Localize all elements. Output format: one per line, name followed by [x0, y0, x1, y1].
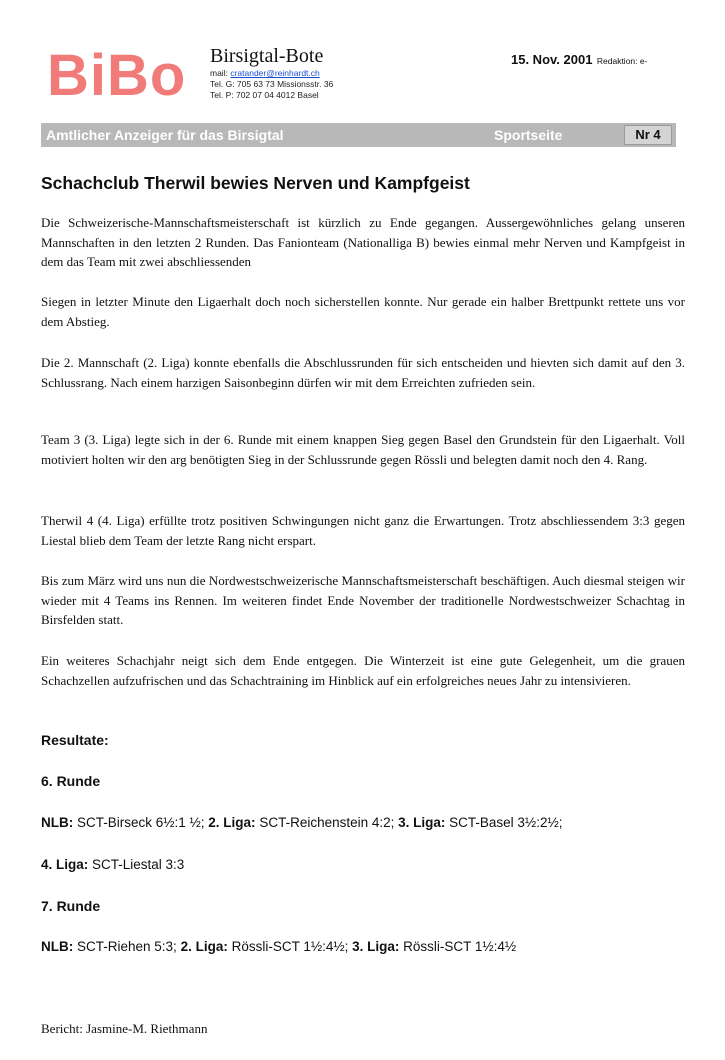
- round-6-title: 6. Runde: [41, 773, 101, 789]
- match-result: SCT-Basel 3½:2½;: [445, 815, 563, 830]
- match-result: SCT-Reichenstein 4:2;: [255, 815, 399, 830]
- article-paragraph: Die 2. Mannschaft (2. Liga) konnte ebenfalls die Abschlussrunden für sich entscheiden und hievten sich damit auf den 3. Schlussrang. Nach einem harzigen Saisonbeginn dürfen wir mit dem Erreichten zufrieden sein.: [41, 355, 685, 390]
- league-label: NLB:: [41, 815, 74, 830]
- match-result: SCT-Liestal 3:3: [88, 857, 185, 872]
- banner-title: Amtlicher Anzeiger für das Birsigtal: [46, 127, 284, 143]
- mail-link[interactable]: cratander@reinhardt.ch: [230, 68, 320, 78]
- tel-p-line: Tel. P: 702 07 04 4012 Basel: [210, 90, 319, 100]
- article-headline: Schachclub Therwil bewies Nerven und Kampfgeist: [41, 173, 470, 193]
- match-result: SCT-Riehen 5:3;: [73, 939, 181, 954]
- article-paragraph: Ein weiteres Schachjahr neigt sich dem Ende entgegen. Die Winterzeit ist eine gute Gelegenheit, um die grauen Schachzellen aufzufrischen und das Schachtraining im Hinblick auf ein erfolgreiches neues Jahr zu intensivieren.: [41, 653, 685, 688]
- redaktion-label: Redaktion: e-: [596, 56, 648, 66]
- round-6-line-2: [41, 857, 184, 872]
- mail-line: [210, 68, 470, 79]
- issue-number: Nr 4: [624, 125, 672, 145]
- article-paragraph: Team 3 (3. Liga) legte sich in der 6. Runde mit einem knappen Sieg gegen Basel den Grundstein für den Ligaerhalt. Voll motiviert holten wir den arg benötigten Sieg in der Schlussrunde gegen Rössli und belegten damit noch den 4. Rang.: [41, 432, 685, 467]
- results-heading: Resultate:: [41, 732, 109, 748]
- article-paragraph: Die Schweizerische-Mannschaftsmeisterschaft ist kürzlich zu Ende gegangen. Aussergewöhnliches gelang unseren Mannschaften in den letzten 2 Runden. Das Fanionteam (Nationalliga B) bewies einmal mehr Nerven und Kampfgeist in dem das Team mit zwei abschliessenden: [41, 215, 685, 269]
- banner-section: Sportseite: [494, 127, 563, 143]
- round-7-title: 7. Runde: [41, 898, 101, 914]
- byline: Bericht: Jasmine-M. Riethmann: [41, 1021, 208, 1036]
- bibo-logo: BiBo: [47, 43, 187, 108]
- league-label: 4. Liga:: [41, 857, 89, 872]
- league-label: 3. Liga:: [352, 939, 400, 954]
- league-label: 2. Liga:: [208, 815, 256, 830]
- league-label: 3. Liga:: [398, 815, 446, 830]
- issue-date: 15. Nov. 2001: [511, 52, 593, 67]
- mail-label: mail:: [210, 68, 228, 78]
- league-label: 2. Liga:: [180, 939, 228, 954]
- article-paragraph: Therwil 4 (4. Liga) erfüllte trotz positiven Schwingungen nicht ganz die Erwartungen. Trotz abschliessendem 3:3 gegen Liestal blieb dem Team der letzte Rang nicht erspart.: [41, 513, 685, 548]
- article-paragraph: Bis zum März wird uns nun die Nordwestschweizerische Mannschaftsmeisterschaft beschäftigen. Auch diesmal steigen wir wieder mit 4 Teams ins Rennen. Im weiteren findet Ende November der traditionelle Nordwestschweizer Schachtag in Birsfelden statt.: [41, 573, 685, 627]
- article-paragraph: Siegen in letzter Minute den Ligaerhalt doch noch sicherstellen konnte. Nur gerade ein halber Brettpunkt rettete uns vor dem Abstieg.: [41, 294, 685, 329]
- match-result: SCT-Birseck 6½:1 ½;: [73, 815, 209, 830]
- round-6-line-1: [41, 815, 562, 830]
- match-result: Rössli-SCT 1½:4½: [399, 939, 517, 954]
- paper-name: Birsigtal-Bote: [210, 45, 324, 67]
- round-7-line: [41, 939, 516, 954]
- league-label: NLB:: [41, 939, 74, 954]
- section-banner: [41, 123, 676, 147]
- dateline: [511, 51, 647, 69]
- match-result: Rössli-SCT 1½:4½;: [227, 939, 353, 954]
- paper-info: [210, 44, 470, 101]
- tel-g-line: Tel. G: 705 63 73 Missionsstr. 36: [210, 79, 334, 89]
